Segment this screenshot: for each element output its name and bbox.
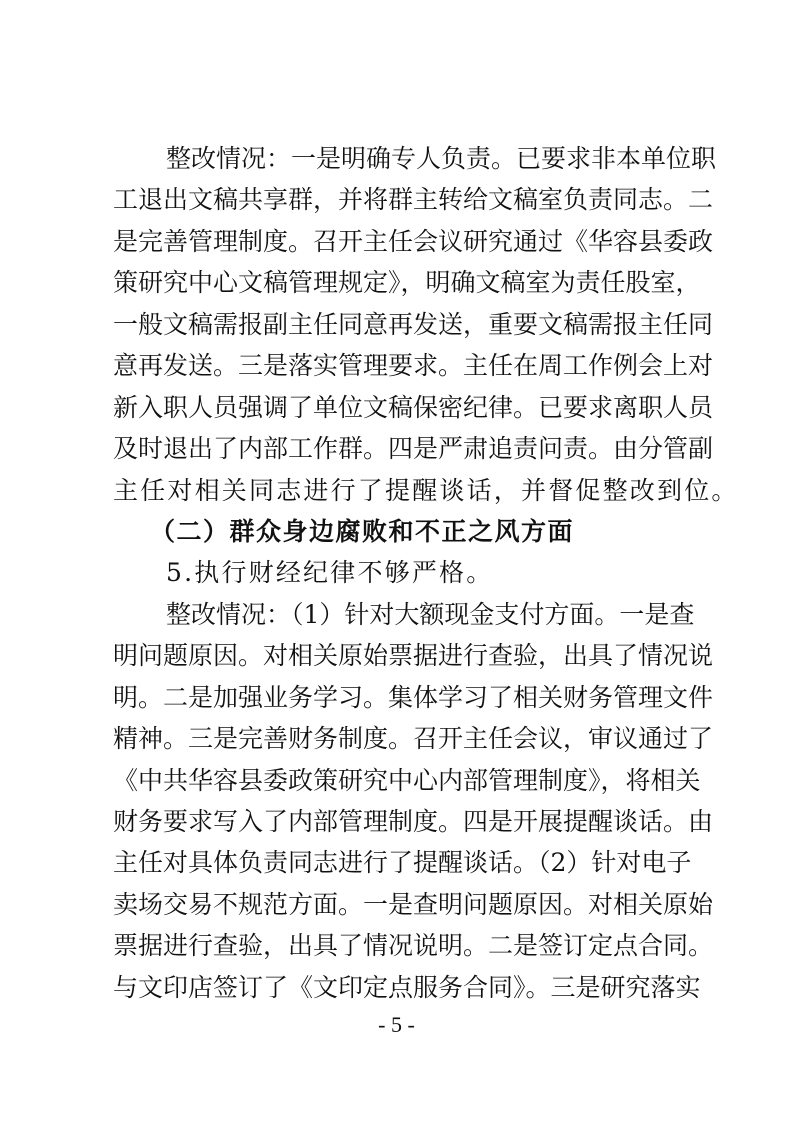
paragraph-line: 主任对具体负责同志进行了提醒谈话。（2）针对电子 bbox=[113, 848, 692, 877]
section-heading: （二）群众身边腐败和不正之风方面 bbox=[150, 517, 575, 546]
paragraph-line: 策研究中心文稿管理规定》，明确文稿室为责任股室， bbox=[113, 268, 701, 297]
paragraph-line: 卖场交易不规范方面。一是查明问题原因。对相关原始 bbox=[113, 890, 714, 919]
item-heading: 5.执行财经纪律不够严格。 bbox=[166, 558, 494, 587]
paragraph-line: 明。二是加强业务学习。集体学习了相关财务管理文件 bbox=[113, 683, 714, 712]
paragraph-line: 工退出文稿共享群，并将群主转给文稿室负责同志。二 bbox=[113, 185, 714, 214]
page-number: - 5 - bbox=[378, 1012, 415, 1037]
paragraph-line: 《中共华容县委政策研究中心内部管理制度》，将相关 bbox=[113, 766, 701, 795]
paragraph-line: 一般文稿需报副主任同意再发送，重要文稿需报主任同 bbox=[113, 310, 714, 339]
paragraph-line: 是完善管理制度。召开主任会议研究通过《华容县委政 bbox=[113, 227, 714, 256]
paragraph-line: 票据进行查验，出具了情况说明。二是签订定点合同。 bbox=[113, 931, 714, 960]
paragraph-line: 整改情况：（1）针对大额现金支付方面。一是查 bbox=[166, 600, 695, 629]
paragraph-line: 主任对相关同志进行了提醒谈话，并督促整改到位。 bbox=[113, 476, 739, 505]
paragraph-line: 财务要求写入了内部管理制度。四是开展提醒谈话。由 bbox=[113, 807, 714, 836]
paragraph-line: 整改情况：一是明确专人负责。已要求非本单位职 bbox=[166, 144, 717, 173]
paragraph-line: 与文印店签订了《文印定点服务合同》。三是研究落实 bbox=[113, 973, 701, 1002]
paragraph-line: 及时退出了内部工作群。四是严肃追责问责。由分管副 bbox=[113, 434, 714, 463]
paragraph-line: 明问题原因。对相关原始票据进行查验，出具了情况说 bbox=[113, 641, 714, 670]
paragraph-line: 意再发送。三是落实管理要求。主任在周工作例会上对 bbox=[113, 351, 714, 380]
paragraph-line: 精神。三是完善财务制度。召开主任会议，审议通过了 bbox=[113, 724, 714, 753]
paragraph-line: 新入职人员强调了单位文稿保密纪律。已要求离职人员 bbox=[113, 393, 714, 422]
